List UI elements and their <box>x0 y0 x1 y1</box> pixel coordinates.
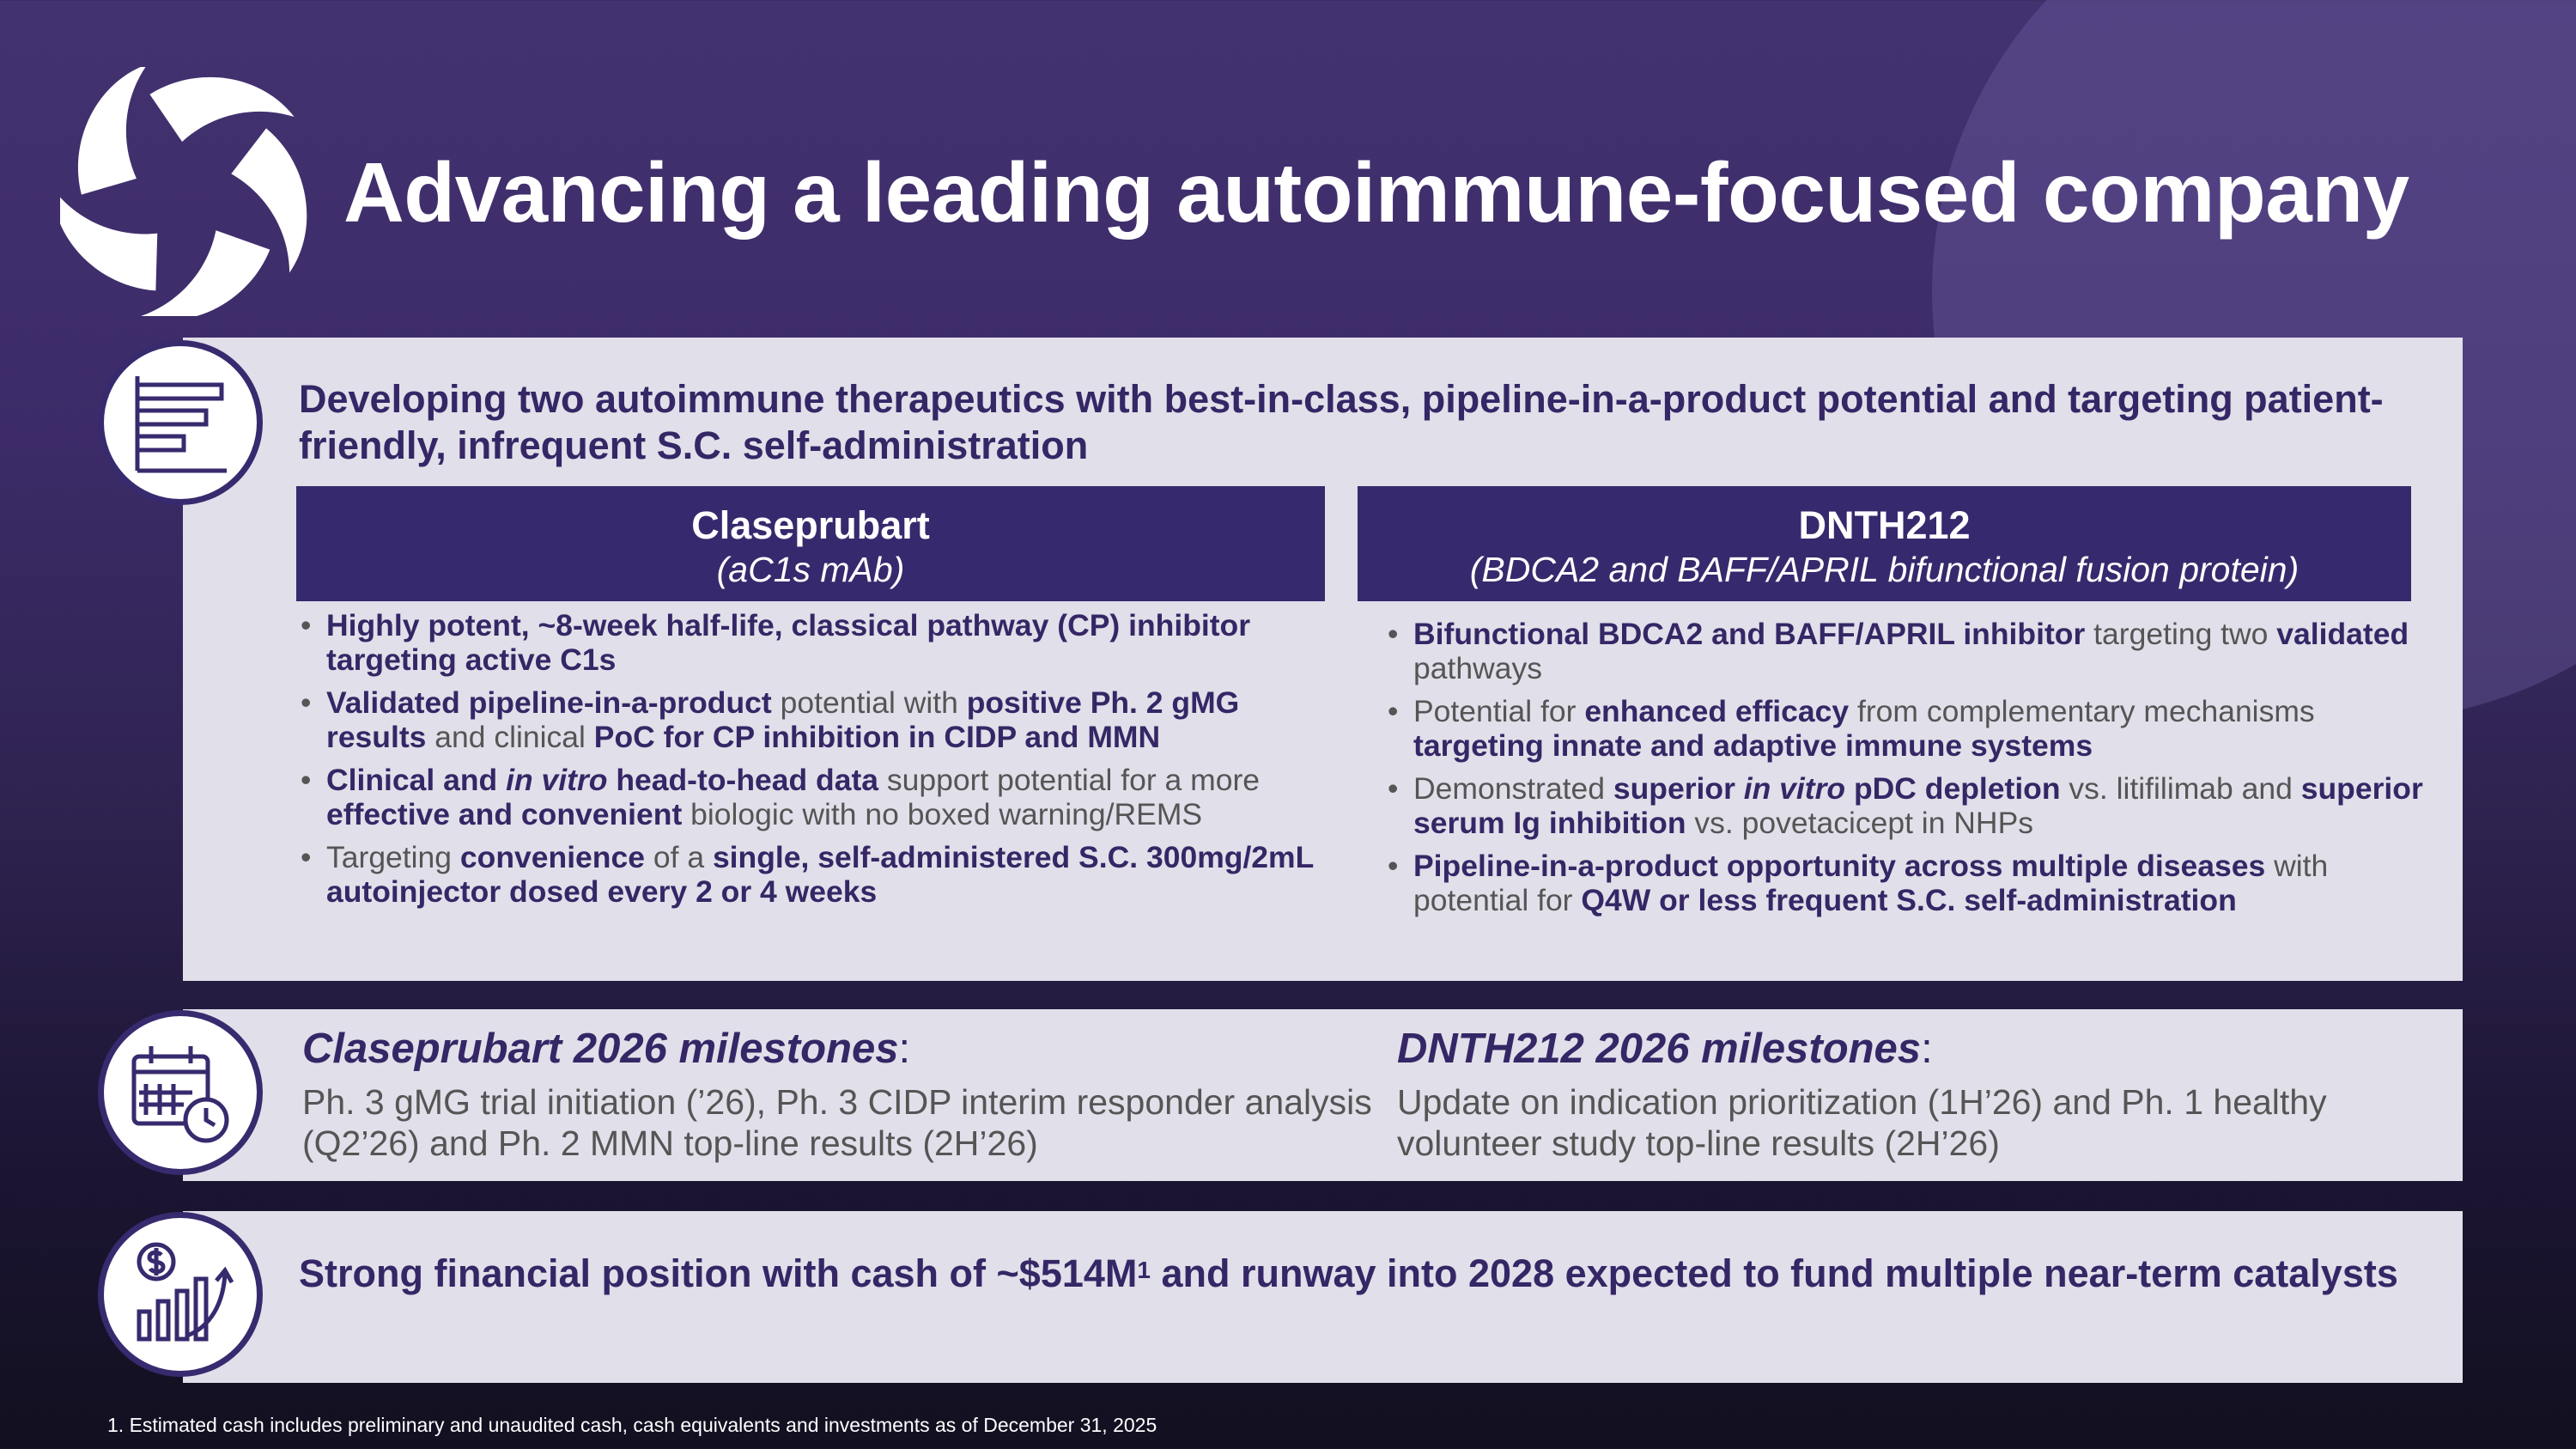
bullet-text-segment: superior serum Ig inhibition <box>1413 771 2423 840</box>
bullet-text-segment: from complementary mechanisms <box>1849 694 2315 728</box>
claseprubart-header <box>296 486 1325 601</box>
bullet-item <box>299 840 1329 909</box>
financial-heading: Strong financial position with cash of $\sim\$514M^1$ and runway into 2028 expected to fund multiple near-term catalysts <box>299 1251 2398 1295</box>
bullet-text-segment: potential with <box>771 685 967 720</box>
dnth212-milestones-title: DNTH212 2026 milestones: <box>1397 1026 1933 1072</box>
calendar-clock-icon <box>98 1010 263 1175</box>
bullet-text-segment: single, self-administered S.C. 300mg/2mL autoinjector dosed every 2 or 4 weeks <box>326 840 1314 909</box>
dollar-growth-chart-icon <box>98 1212 263 1377</box>
page-title: Advancing a leading autoimmune-focused company <box>343 145 2409 240</box>
bullet-text-segment: PoC for CP inhibition in CIDP and MMN <box>593 720 1161 754</box>
bullet-text-segment: in vitro <box>1743 771 1846 806</box>
bar-chart-list-icon <box>98 340 263 505</box>
dnth212-subtitle: (BDCA2 and BAFF/APRIL bifunctional fusion protein) <box>1469 550 2300 589</box>
bullet-item <box>1386 617 2433 685</box>
bullet-item <box>1386 771 2433 840</box>
dnth212-title: DNTH212 <box>1798 503 1971 547</box>
claseprubart-bullet-list <box>299 608 1329 917</box>
therapeutics-heading: Developing two autoimmune therapeutics with best-in-class, pipeline-in-a-product potential and targeting patient-friendly, infrequent S.C. self-administration <box>299 377 2384 467</box>
claseprubart-title: Claseprubart <box>691 503 930 547</box>
dnth212-milestones-text: Update on indication prioritization (1H’26) and Ph. 1 healthy volunteer study top-line results (2H’26) <box>1397 1082 2327 1163</box>
bullet-text-segment: with potential for <box>1413 849 2329 917</box>
bullet-text-segment: support potential for a more <box>878 763 1261 797</box>
bullet-text-segment: in vitro <box>506 763 608 797</box>
bullet-text-segment: vs. litifilimab and <box>2060 771 2301 806</box>
bullet-item <box>1386 694 2433 763</box>
bullet-text-segment: enhanced efficacy <box>1584 694 1850 728</box>
bullet-item <box>299 763 1329 831</box>
claseprubart-subtitle: (aC1s mAb) <box>716 550 905 589</box>
bullet-text-segment: Potential for <box>1413 694 1585 728</box>
bullet-text-segment: Targeting <box>326 840 460 874</box>
bullet-text-segment: Validated pipeline-in-a-product <box>326 685 772 720</box>
bullet-text-segment: validated <box>2276 617 2409 651</box>
footnote-marker: 1 <box>1137 1257 1151 1283</box>
bullet-text-segment: pDC depletion <box>1845 771 2061 806</box>
dnth212-header <box>1358 486 2411 601</box>
bullet-text-segment: superior <box>1613 771 1744 806</box>
footnote: 1. Estimated cash includes preliminary and unaudited cash, cash equivalents and investments as of December 31, 2025 <box>107 1414 1157 1436</box>
bullet-text-segment: targeting two <box>2085 617 2277 651</box>
bullet-text-segment: Bifunctional BDCA2 and BAFF/APRIL inhibitor <box>1413 617 2086 651</box>
bullet-text-segment: positive Ph. 2 gMG results <box>326 685 1240 754</box>
company-logo-icon <box>60 67 309 316</box>
bullet-item <box>1386 849 2433 917</box>
bullet-text-segment: effective and convenient <box>326 797 683 831</box>
bullet-text-segment: convenience <box>459 840 645 874</box>
bullet-text-segment: targeting innate and adaptive immune systems <box>1413 728 2093 763</box>
bullet-text-segment: Q4W or less frequent S.C. self-administration <box>1581 883 2237 917</box>
bullet-text-segment: Demonstrated <box>1413 771 1613 806</box>
dnth212-bullet-list <box>1386 617 2433 926</box>
bullet-text-segment: Clinical and <box>326 763 507 797</box>
bullet-text-segment: of a <box>644 840 713 874</box>
bullet-item <box>299 608 1329 677</box>
bullet-text-segment: biologic with no boxed warning/REMS <box>682 797 1203 831</box>
bullet-text-segment: Pipeline-in-a-product opportunity across multiple diseases <box>1413 849 2266 883</box>
claseprubart-milestones-title: Claseprubart 2026 milestones: <box>302 1026 911 1072</box>
bullet-text-segment: and clinical <box>426 720 594 754</box>
bullet-text-segment: pathways <box>1413 651 1542 685</box>
bullet-item <box>299 685 1329 754</box>
claseprubart-milestones-text: Ph. 3 gMG trial initiation (’26), Ph. 3 CIDP interim responder analysis (Q2’26) and Ph. 2 MMN top-line results (2H’26) <box>302 1082 1372 1163</box>
financial-panel <box>183 1211 2463 1383</box>
bullet-text-segment: vs. povetacicept in NHPs <box>1686 806 2034 840</box>
bullet-text-segment: head-to-head data <box>607 763 879 797</box>
bullet-text-segment: Highly potent, ~8-week half-life, classical pathway (CP) inhibitor targeting active C1s <box>326 608 1251 677</box>
